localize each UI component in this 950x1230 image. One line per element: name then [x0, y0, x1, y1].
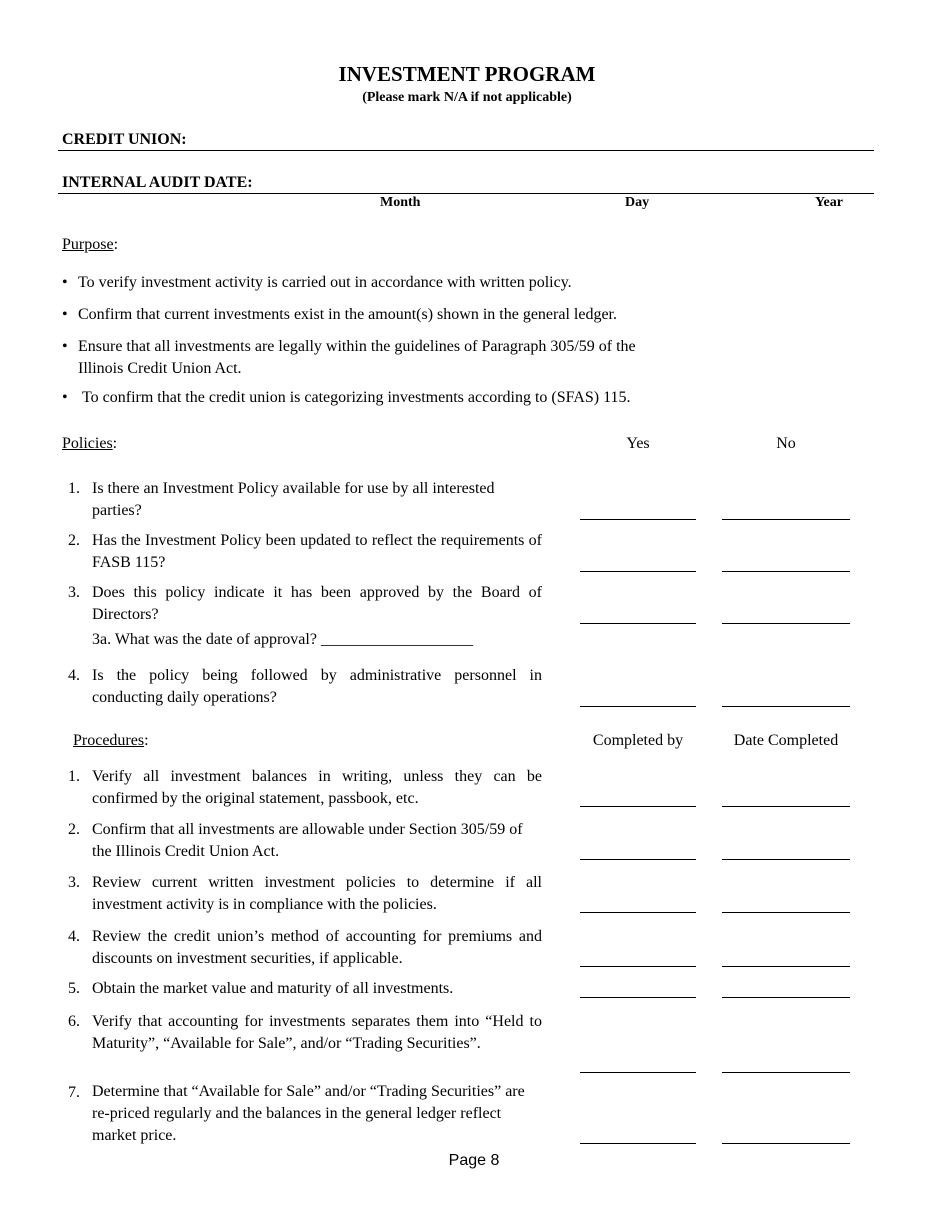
- policy-number: 1.: [68, 480, 80, 497]
- date-completed-column-header: Date Completed: [733, 732, 839, 749]
- yes-column-header: Yes: [626, 435, 650, 452]
- policy-question: Does this policy indicate it has been approved by the Board of Directors?: [92, 584, 542, 623]
- date-completed-line[interactable]: [722, 1072, 850, 1073]
- completed-by-line[interactable]: [580, 1143, 696, 1144]
- date-completed-line[interactable]: [722, 806, 850, 807]
- policy-number: 4.: [68, 667, 80, 684]
- procedure-number: 3.: [68, 874, 80, 891]
- procedure-step: Verify all investment balances in writing, unless they can be confirmed by the original statement, passbook, etc.: [92, 768, 542, 807]
- completed-by-column-header: Completed by: [592, 732, 684, 749]
- no-column-header: No: [776, 435, 796, 452]
- no-answer-line[interactable]: [722, 706, 850, 707]
- procedure-number: 6.: [68, 1013, 80, 1030]
- completed-by-line[interactable]: [580, 912, 696, 913]
- bullet-icon: •: [62, 389, 68, 406]
- procedure-number: 1.: [68, 768, 80, 785]
- purpose-bullet: • Ensure that all investments are legally within the guidelines of Paragraph 305/59 of the Illinois Credit Union Act.: [62, 338, 636, 377]
- bullet-icon: •: [62, 338, 68, 355]
- policy-number: 3.: [68, 584, 80, 601]
- procedure-step: Obtain the market value and maturity of all investments.: [92, 980, 454, 997]
- policy-question: Is there an Investment Policy available for use by all interested parties?: [92, 480, 495, 519]
- policy-number: 2.: [68, 532, 80, 549]
- procedure-step: Confirm that all investments are allowable under Section 305/59 of the Illinois Credit Union Act.: [92, 821, 523, 860]
- date-completed-line[interactable]: [722, 997, 850, 998]
- year-label: Year: [815, 195, 843, 210]
- policy-question: Is the policy being followed by administrative personnel in conducting daily operations?: [92, 667, 542, 706]
- page-number: Page 8: [448, 1152, 500, 1169]
- approval-date-question[interactable]: 3a. What was the date of approval? ___________________: [92, 631, 473, 648]
- audit-date-input-line[interactable]: [58, 193, 874, 194]
- purpose-heading: Purpose:: [62, 236, 119, 253]
- yes-answer-line[interactable]: [580, 623, 696, 624]
- purpose-bullet: • Confirm that current investments exist in the amount(s) shown in the general ledger.: [62, 304, 702, 326]
- policy-question: Has the Investment Policy been updated to reflect the requirements of FASB 115?: [92, 532, 542, 571]
- procedure-number: 7.: [68, 1084, 80, 1101]
- completed-by-line[interactable]: [580, 997, 696, 998]
- yes-answer-line[interactable]: [580, 571, 696, 572]
- completed-by-line[interactable]: [580, 806, 696, 807]
- procedure-step: Review the credit union’s method of accounting for premiums and discounts on investment securities, if applicable.: [92, 928, 542, 967]
- credit-union-input-line[interactable]: [58, 150, 874, 151]
- no-answer-line[interactable]: [722, 571, 850, 572]
- bullet-icon: •: [62, 274, 68, 291]
- date-completed-line[interactable]: [722, 859, 850, 860]
- credit-union-label: CREDIT UNION:: [62, 131, 187, 148]
- policies-heading: Policies:: [62, 435, 118, 452]
- day-label: Day: [625, 195, 650, 210]
- date-completed-line[interactable]: [722, 966, 850, 967]
- page-subtitle: (Please mark N/A if not applicable): [362, 90, 572, 105]
- completed-by-line[interactable]: [580, 966, 696, 967]
- procedure-step: Verify that accounting for investments separates them into “Held to Maturity”, “Available for Sale”, and/or “Trading Securities”.: [92, 1013, 542, 1052]
- procedure-number: 4.: [68, 928, 80, 945]
- page-title: INVESTMENT PROGRAM: [338, 62, 596, 86]
- procedure-number: 2.: [68, 821, 80, 838]
- procedure-number: 5.: [68, 980, 80, 997]
- yes-answer-line[interactable]: [580, 706, 696, 707]
- purpose-bullet: • To verify investment activity is carried out in accordance with written policy.: [62, 272, 702, 294]
- month-label: Month: [380, 195, 421, 210]
- procedure-step: Review current written investment policies to determine if all investment activity is in compliance with the policies.: [92, 874, 542, 913]
- completed-by-line[interactable]: [580, 1072, 696, 1073]
- completed-by-line[interactable]: [580, 859, 696, 860]
- no-answer-line[interactable]: [722, 623, 850, 624]
- date-completed-line[interactable]: [722, 1143, 850, 1144]
- procedures-heading: Procedures:: [73, 732, 149, 749]
- date-completed-line[interactable]: [722, 912, 850, 913]
- no-answer-line[interactable]: [722, 519, 850, 520]
- bullet-icon: •: [62, 306, 68, 323]
- yes-answer-line[interactable]: [580, 519, 696, 520]
- purpose-bullet: • To confirm that the credit union is categorizing investments according to (SFAS) 115.: [62, 387, 702, 409]
- procedure-step: Determine that “Available for Sale” and/or “Trading Securities” are re-priced regularly and the balances in the general ledger reflect market price.: [92, 1083, 525, 1144]
- audit-date-label: INTERNAL AUDIT DATE:: [62, 174, 253, 191]
